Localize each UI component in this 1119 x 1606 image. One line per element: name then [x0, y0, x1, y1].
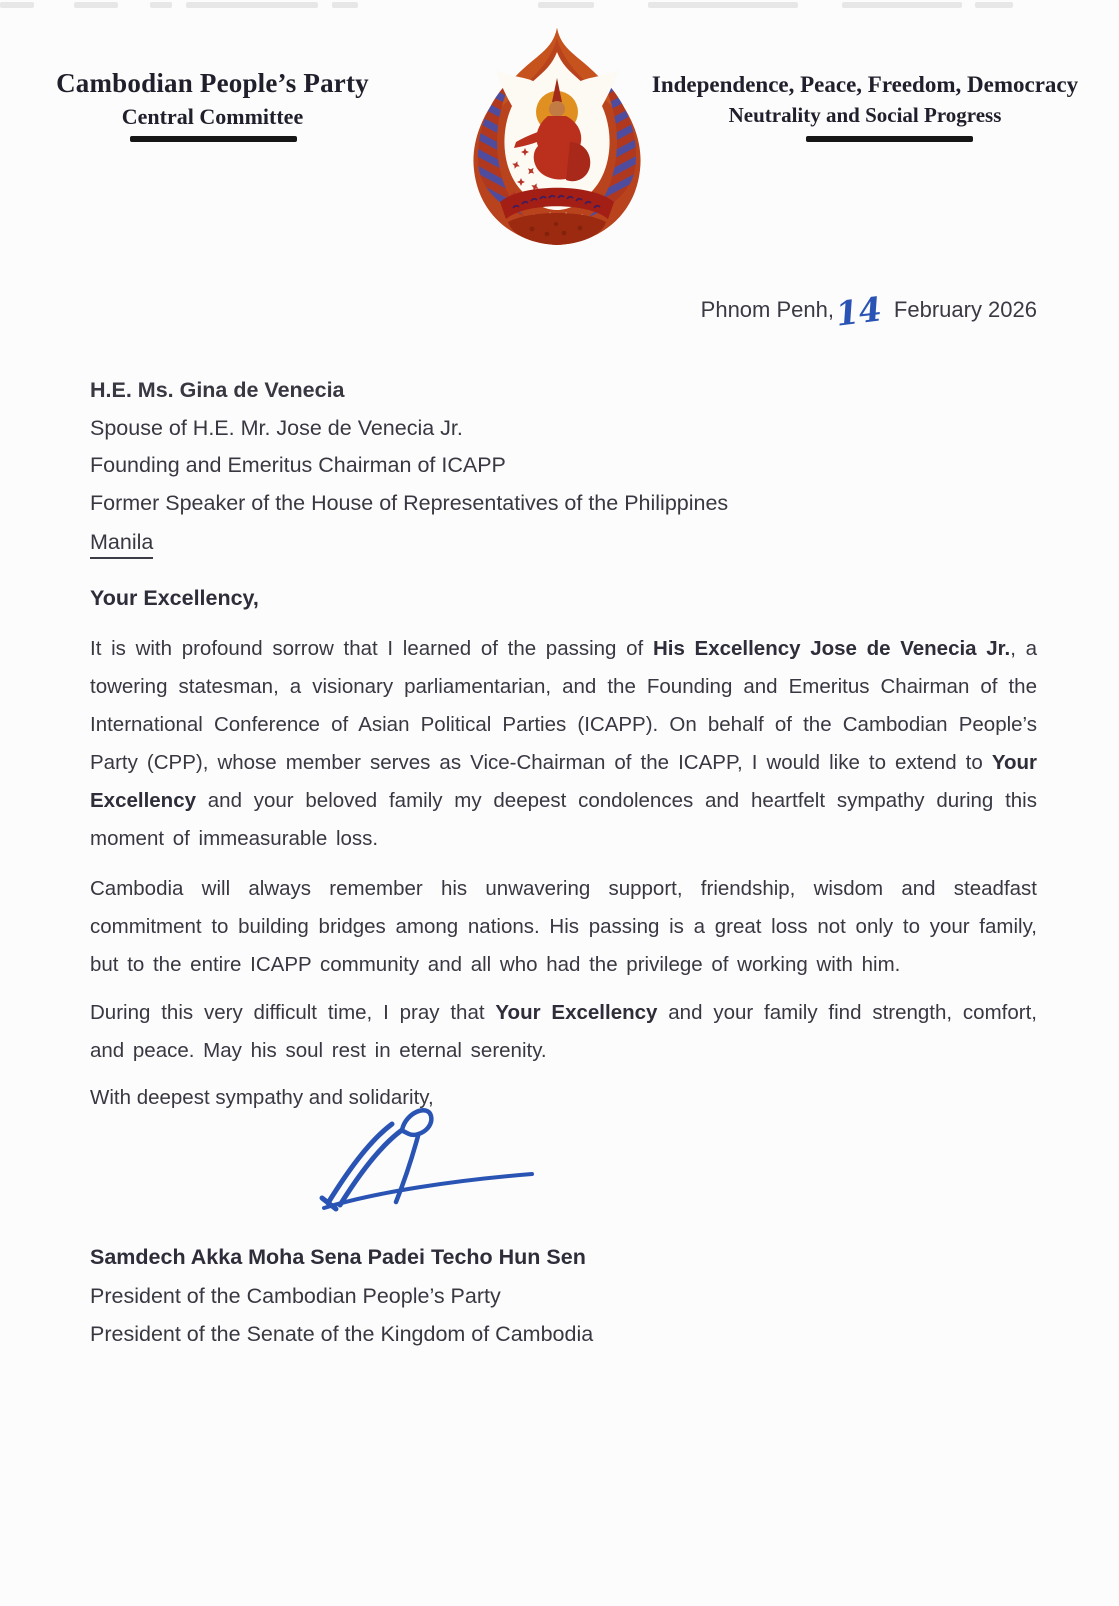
- motto-line-1: Independence, Peace, Freedom, Democracy: [651, 72, 1079, 97]
- handwritten-day: 14: [833, 289, 884, 334]
- motto-line-2: Neutrality and Social Progress: [728, 103, 1002, 127]
- scan-artifact: [186, 2, 318, 8]
- signatory-title-2: President of the Senate of the Kingdom of Cambodia: [90, 1322, 594, 1346]
- scan-artifact: [538, 2, 594, 8]
- org-name: Cambodian People’s Party: [56, 68, 369, 98]
- signatory-title-1: President of the Cambodian People’s Party: [90, 1283, 501, 1308]
- handwritten-signature: [306, 1102, 546, 1217]
- date-month-year: February 2026: [893, 297, 1037, 322]
- recipient-line: H.E. Ms. Gina de Venecia: [90, 378, 345, 402]
- paragraph-3: During this very difficult time, I pray that Your Excellency and your family find strength, comfort, and peace. May his soul rest in eternal serenity.: [90, 1001, 1037, 1062]
- scan-artifact: [648, 2, 798, 8]
- scan-artifact: [975, 2, 1013, 8]
- letter-body: [90, 630, 1037, 1110]
- scan-artifact: [332, 2, 358, 8]
- scan-artifact: [842, 2, 962, 8]
- date-line: [700, 289, 1037, 334]
- scan-artifact: [150, 2, 172, 8]
- recipient-line: Former Speaker of the House of Representatives of the Philippines: [90, 490, 729, 515]
- signatory-name: Samdech Akka Moha Sena Padei Techo Hun Sen: [90, 1245, 586, 1269]
- signatory-block: [90, 1238, 593, 1354]
- scan-artifact: [74, 2, 118, 8]
- recipient-block: [90, 372, 728, 562]
- motto-underline-rule: [806, 136, 973, 142]
- recipient-line: Founding and Emeritus Chairman of ICAPP: [90, 453, 506, 477]
- scan-artifact: [0, 2, 34, 8]
- recipient-line: Manila: [90, 527, 153, 559]
- salutation: Your Excellency,: [90, 586, 259, 610]
- paragraph-1: It is with profound sorrow that I learned of the passing of His Excellency Jose de Venecia Jr., a towering statesman, a visionary parliamentarian, and the Founding and Emeritus Chairman of the International Conference of Asian Political Parties (ICAPP). On behalf of the Cambodian People’s Party (CPP), whose member serves as Vice-Chairman of the ICAPP, I would like to extend to Your Excellency and your beloved family my deepest condolences and heartfelt sympathy during this moment of immeasurable loss.: [90, 637, 1037, 850]
- recipient-line: Spouse of H.E. Mr. Jose de Venecia Jr.: [90, 415, 463, 440]
- cambodian-peoples-party-emblem-icon: [452, 24, 662, 249]
- paragraph-2: Cambodia will always remember his unwavering support, friendship, wisdom and steadfast commitment to building bridges among nations. His passing is a great loss not only to your family, but to the entire ICAPP community and all who had the privilege of working with him.: [90, 877, 1037, 976]
- motto-block: [650, 72, 1080, 128]
- org-subtitle: Central Committee: [121, 104, 304, 129]
- date-place: Phnom Penh,: [700, 297, 834, 322]
- org-underline-rule: [130, 136, 297, 142]
- closing-line: With deepest sympathy and solidarity,: [90, 1086, 434, 1109]
- org-name-block: [50, 68, 375, 130]
